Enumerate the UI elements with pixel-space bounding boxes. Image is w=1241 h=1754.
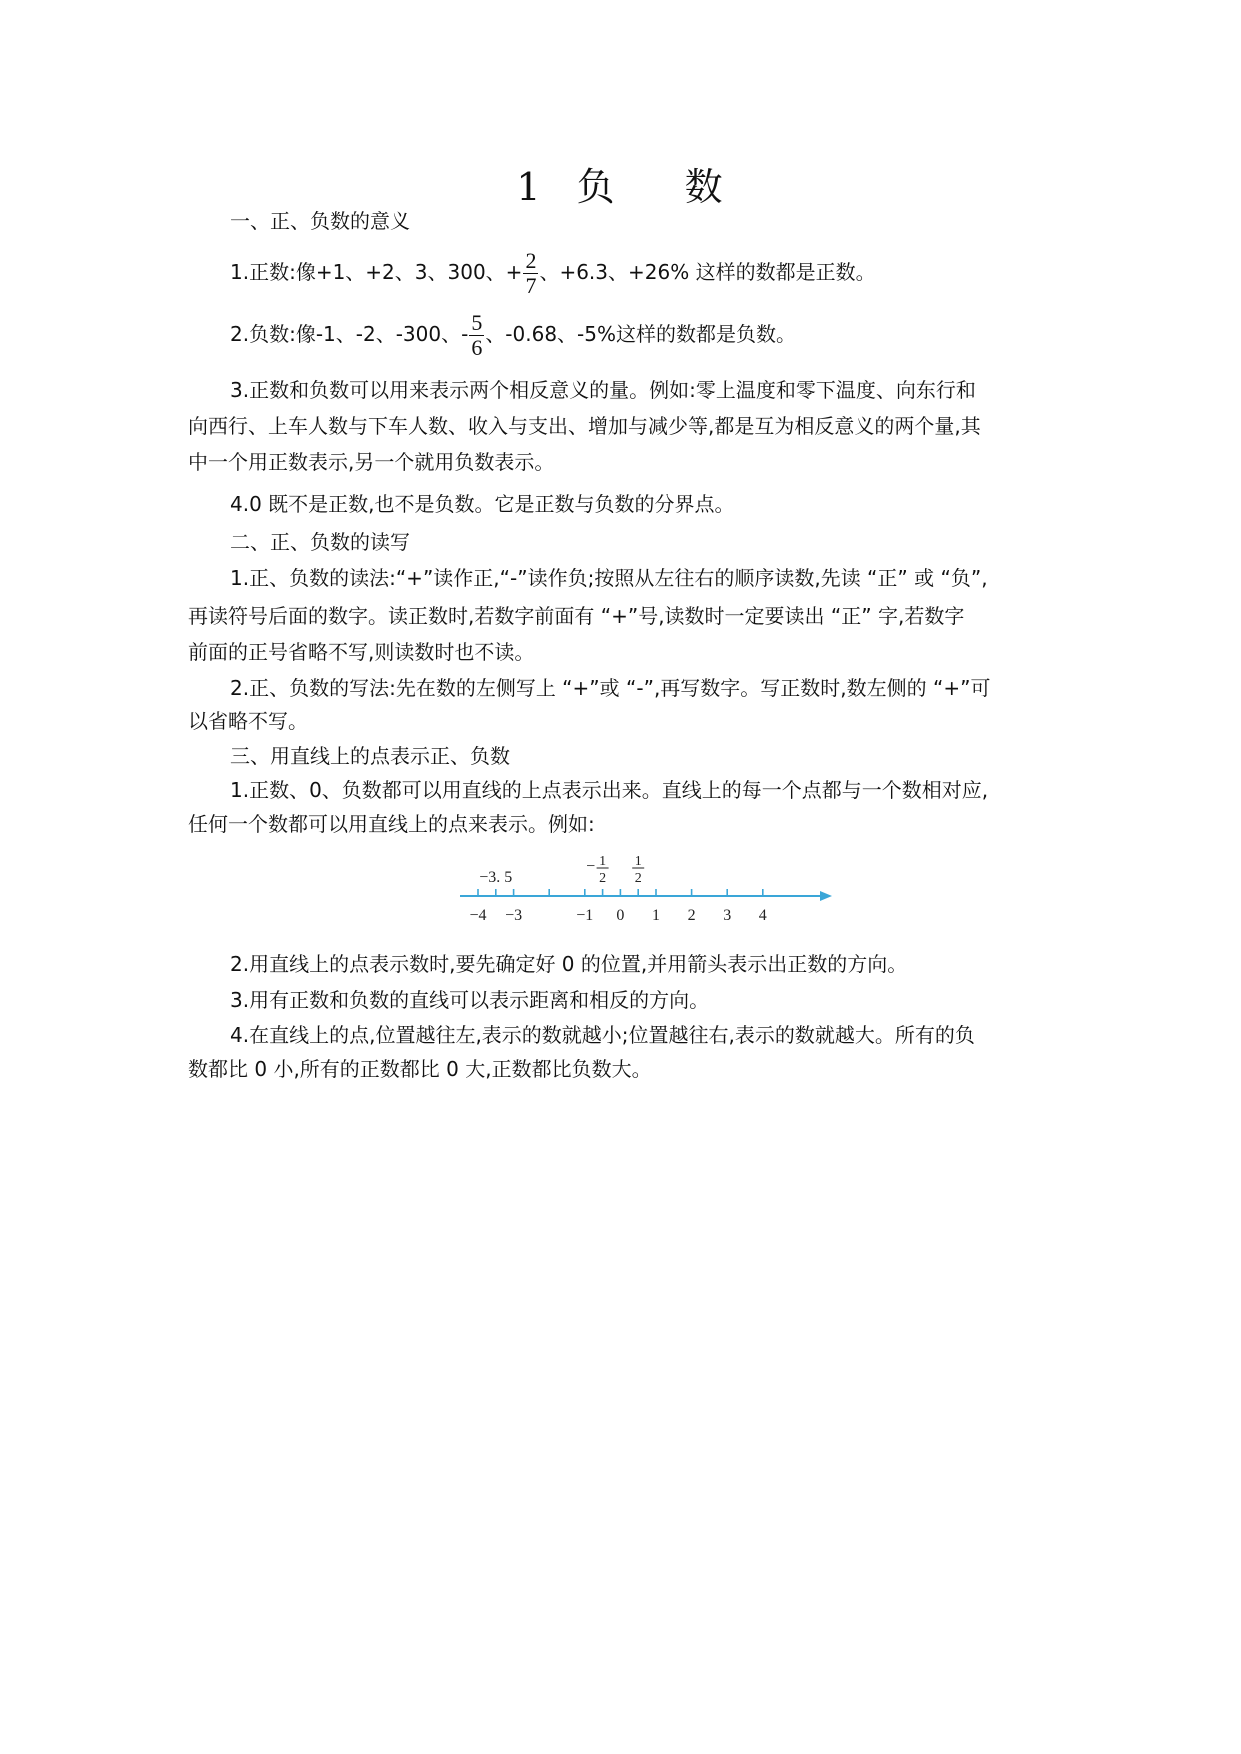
sec1-p1-text-post: 、+6.3、+26% 这样的数都是正数。 <box>539 260 876 284</box>
number-line-upper-label: −3. 5 <box>479 869 513 886</box>
fraction-2-7 <box>523 249 538 298</box>
number-line-tick-label: 1 <box>652 907 660 924</box>
sec1-p3-line-2: 向西行、上车人数与下车人数、收入与支出、增加与减少等,都是互为相反意义的两个量,其 <box>188 414 981 438</box>
fraction-numerator: 5 <box>471 310 483 335</box>
section-3-heading: 三、用直线上的点表示正、负数 <box>230 744 510 768</box>
sec2-p2-line-2: 以省略不写。 <box>188 709 308 733</box>
sec3-paragraph-2: 2.用直线上的点表示数时,要先确定好 0 的位置,并用箭头表示出正数的方向。 <box>230 952 908 976</box>
number-line-figure <box>460 848 840 938</box>
fraction-numerator: 1 <box>599 854 607 869</box>
sec2-p1-line-2: 再读符号后面的数字。读正数时,若数字前面有 “+”号,读数时一定要读出 “正” 字,若数字 <box>188 604 965 628</box>
sec1-p1-text-pre: 1.正数:像+1、+2、3、300、+ <box>230 260 523 284</box>
title-char-2: 数 <box>684 165 725 209</box>
sec3-paragraph-3: 3.用有正数和负数的直线可以表示距离和相反的方向。 <box>230 988 710 1012</box>
sec3-p1-line-2: 任何一个数都可以用直线上的点来表示。例如: <box>188 812 595 836</box>
fraction-denominator: 2 <box>599 871 607 886</box>
number-line-tick-label: 2 <box>687 907 696 924</box>
sec1-p3-line-3: 中一个用正数表示,另一个就用负数表示。 <box>188 450 555 474</box>
sec1-p2-text-pre: 2.负数:像-1、-2、-300、- <box>230 322 469 346</box>
fraction-denominator: 2 <box>634 871 642 886</box>
sec3-p4-line-1: 4.在直线上的点,位置越往左,表示的数就越小;位置越往右,表示的数就越大。所有的负 <box>230 1023 975 1047</box>
fraction-denominator: 7 <box>525 273 537 298</box>
number-line-tick-label: −1 <box>576 907 594 924</box>
fraction-sign: − <box>586 858 596 875</box>
fraction-5-6 <box>469 311 484 360</box>
number-line-tick-label: 0 <box>616 907 625 924</box>
fraction-numerator: 2 <box>525 248 537 273</box>
title-number: 1 <box>516 165 543 209</box>
sec2-p1-line-1: 1.正、负数的读法:“+”读作正,“-”读作负;按照从左往右的顺序读数,先读 “正” 或 “负”, <box>230 566 988 590</box>
sec1-paragraph-1 <box>230 244 1110 300</box>
page-title <box>0 156 1241 211</box>
sec1-paragraph-2 <box>230 306 1110 362</box>
sec3-p4-line-2: 数都比 0 小,所有的正数都比 0 大,正数都比负数大。 <box>188 1057 652 1081</box>
sec1-paragraph-4: 4.0 既不是正数,也不是负数。它是正数与负数的分界点。 <box>230 492 735 516</box>
number-line-tick-label: −4 <box>469 907 487 924</box>
sec2-p2-line-1: 2.正、负数的写法:先在数的左侧写上 “+”或 “-”,再写数字。写正数时,数左侧的 “+”可 <box>230 676 991 700</box>
section-2-heading: 二、正、负数的读写 <box>230 530 410 554</box>
sec1-p3-line-1: 3.正数和负数可以用来表示两个相反意义的量。例如:零上温度和零下温度、向东行和 <box>230 378 976 402</box>
sec2-p1-line-3: 前面的正号省略不写,则读数时也不读。 <box>188 640 535 664</box>
fraction-denominator: 6 <box>471 335 483 360</box>
title-char-1: 负 <box>576 165 617 209</box>
number-line-tick-label: −3 <box>505 907 523 924</box>
section-1-heading: 一、正、负数的意义 <box>230 209 410 233</box>
number-line-tick-label: 4 <box>758 907 767 924</box>
fraction-numerator: 1 <box>634 854 642 869</box>
number-line-tick-label: 3 <box>723 907 732 924</box>
sec1-p2-text-post: 、-0.68、-5%这样的数都是负数。 <box>485 322 797 346</box>
number-line-arrowhead <box>820 891 832 901</box>
sec3-p1-line-1: 1.正数、0、负数都可以用直线的上点表示出来。直线上的每一个点都与一个数相对应, <box>230 778 989 802</box>
